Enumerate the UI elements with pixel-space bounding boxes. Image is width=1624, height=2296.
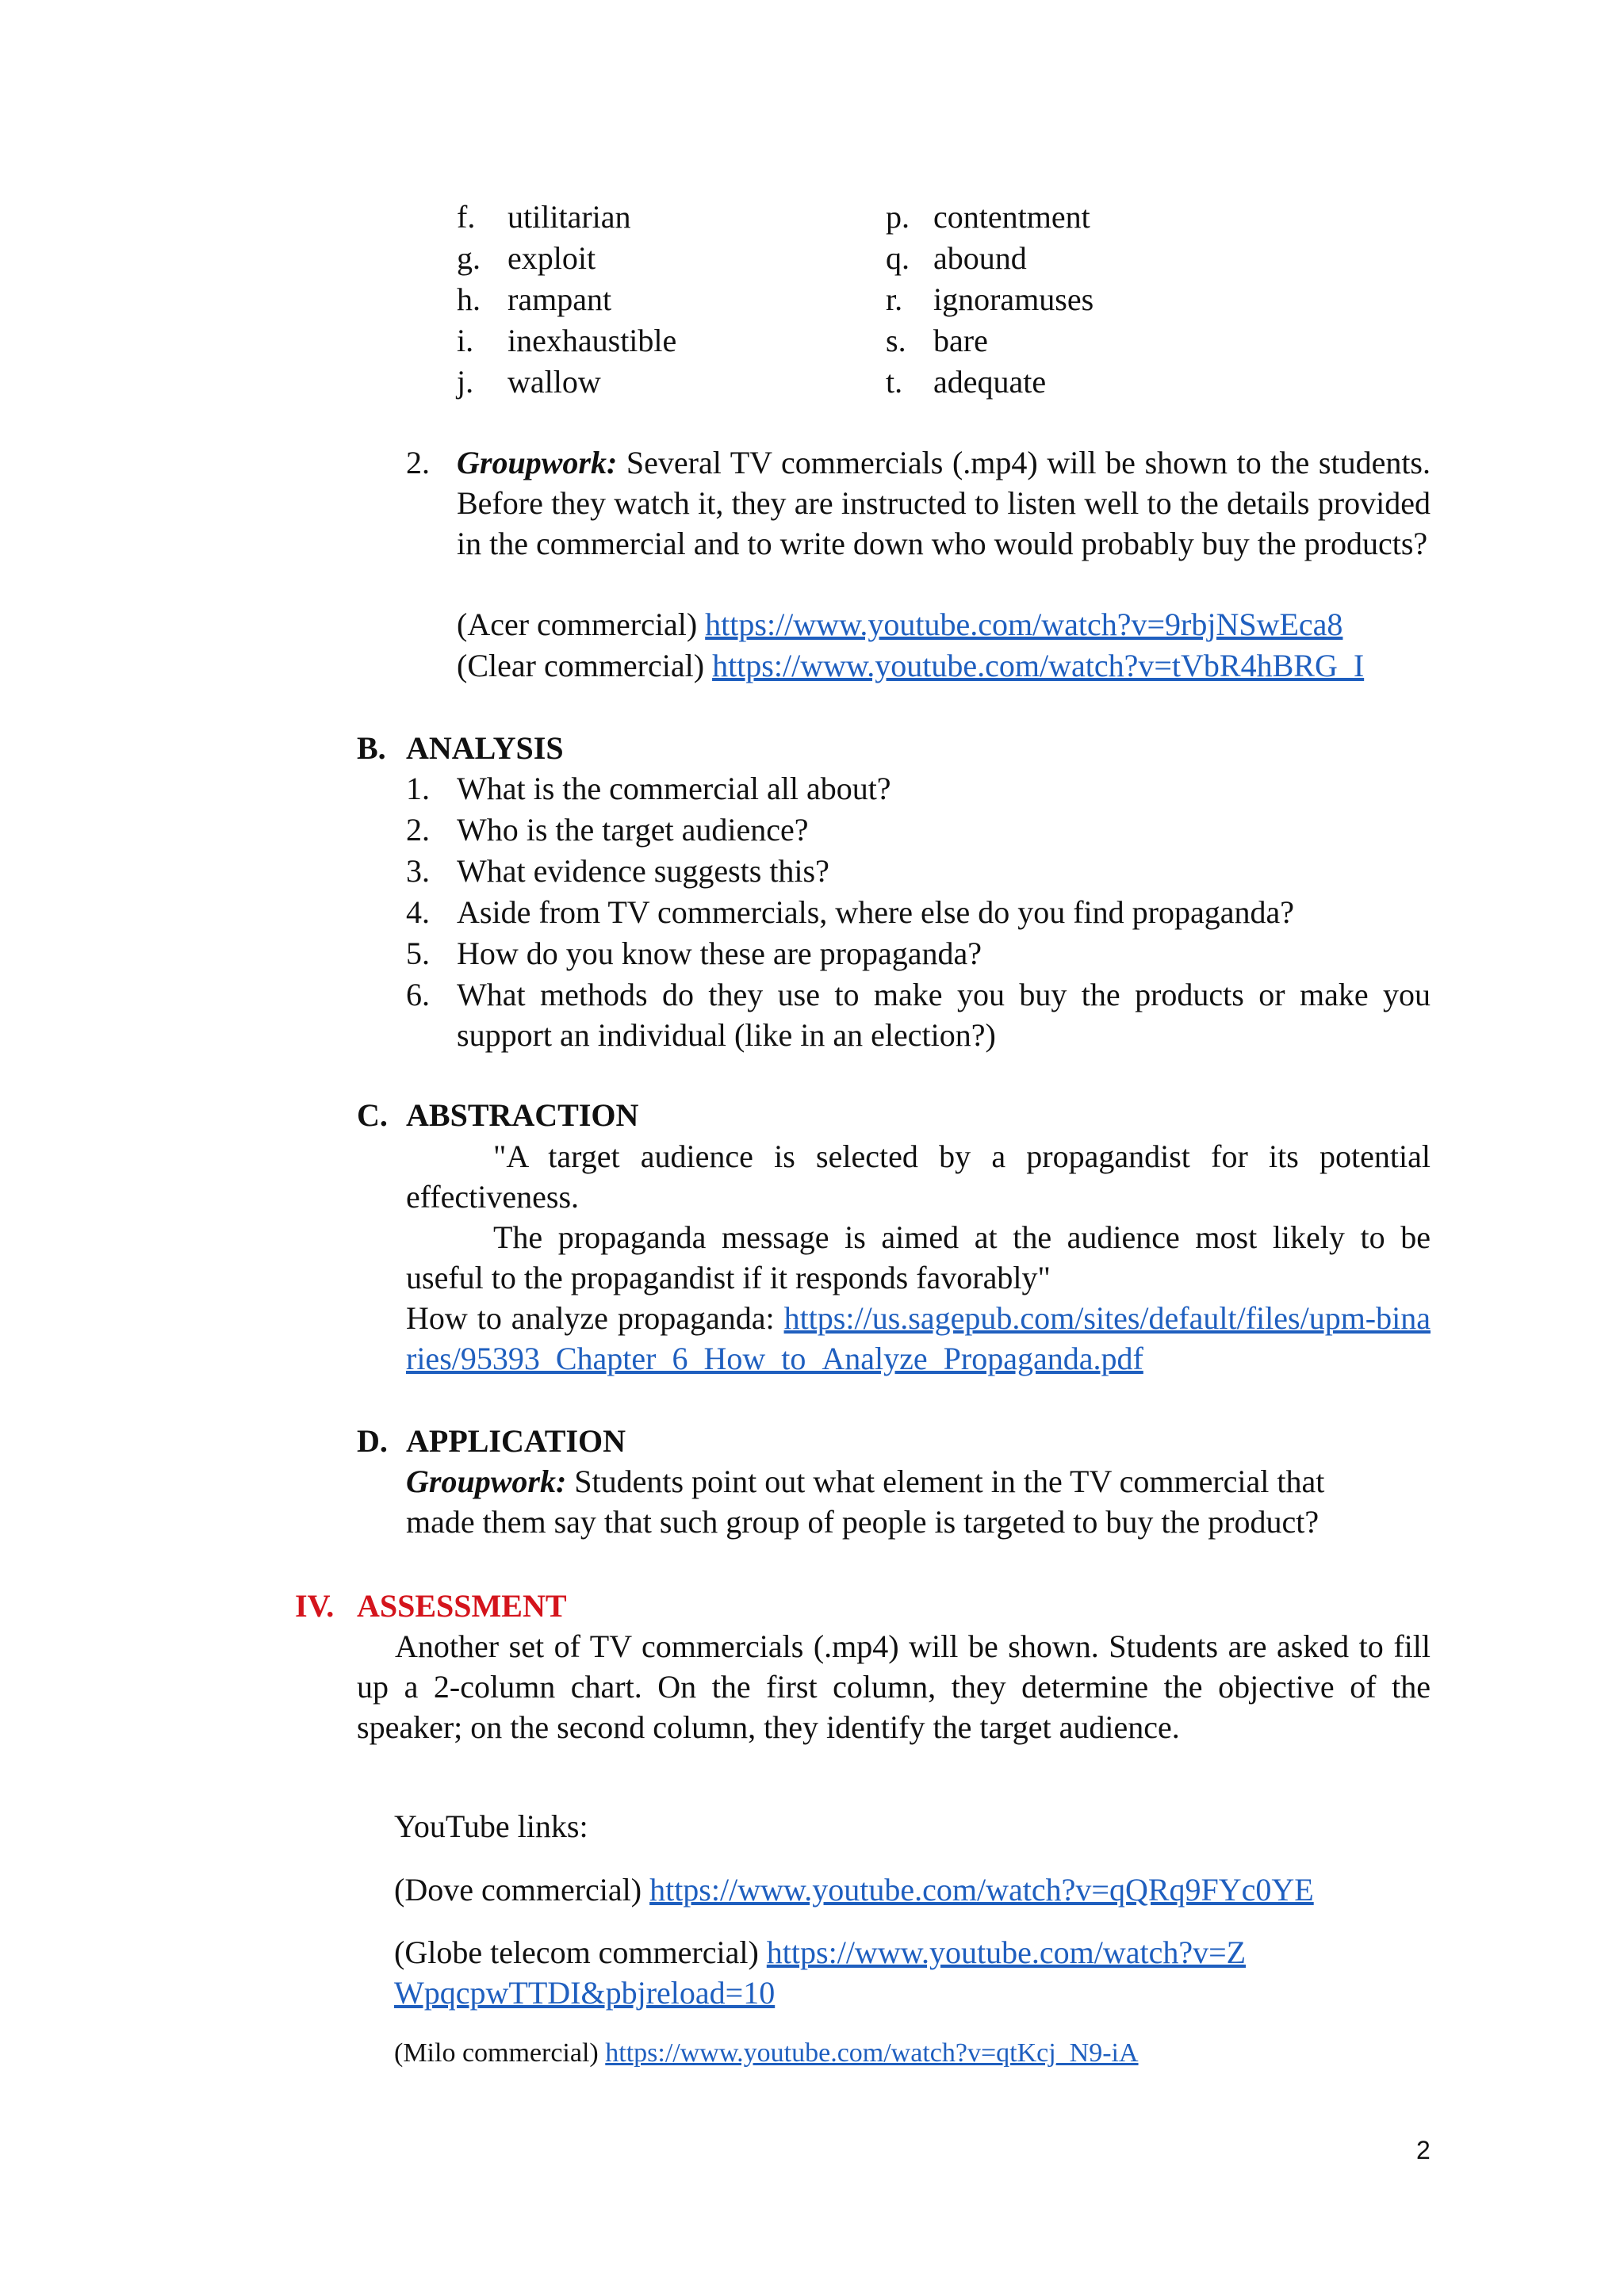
abstraction-body	[406, 1136, 1431, 1379]
list-item: r. ignoramuses	[886, 281, 1094, 317]
globe-commercial-link[interactable]: https://www.youtube.com/watch?v=ZWpqcpwTTDI&pbjreload=10	[394, 1934, 1247, 2011]
groupwork-links	[457, 604, 1364, 687]
assessment-heading: IV. ASSESSMENT	[295, 1588, 567, 1624]
assessment-text: Another set of TV commercials (.mp4) will be shown. Students are asked to fill up a 2-column chart. On the first column, they determine the objective of the speaker; on the second column, they identify the target audience.	[357, 1628, 1431, 1745]
application-body: Groupwork: Students point out what element in the TV commercial that made them say that such group of people is targeted to buy the product?	[406, 1464, 1325, 1540]
youtube-links-label: YouTube links:	[394, 1808, 588, 1844]
list-item: s. bare	[886, 323, 988, 358]
milo-commercial-link[interactable]: https://www.youtube.com/watch?v=qtKcj_N9-iA	[605, 2038, 1139, 2068]
list-item: 1. What is the commercial all about?	[406, 771, 891, 806]
list-item: 6. What methods do they use to make you buy the products or make you support an individual (like in an election?)	[406, 977, 1431, 1053]
link-line: (Clear commercial) https://www.youtube.com/watch?v=tVbR4hBRG_I	[457, 648, 1365, 683]
abstraction-heading: C. ABSTRACTION	[357, 1097, 639, 1133]
globe-link-line: (Globe telecom commercial) https://www.youtube.com/watch?v=ZWpqcpwTTDI&pbjreload=10	[394, 1934, 1247, 2011]
list-item: h. rampant	[457, 281, 612, 317]
abstraction-link-line: How to analyze propaganda: https://us.sagepub.com/sites/default/files/upm-binaries/95393_Chapter_6_How_to_Analyze_Propaganda.pdf	[406, 1300, 1431, 1376]
clear-commercial-link[interactable]: https://www.youtube.com/watch?v=tVbR4hBRG_I	[712, 648, 1365, 683]
list-item: t. adequate	[886, 364, 1047, 400]
list-item: q. abound	[886, 240, 1027, 276]
abstraction-quote-1: "A target audience is selected by a propagandist for its potential effectiveness.	[406, 1138, 1431, 1215]
vocab-list-left	[457, 197, 676, 403]
application-groupwork-label: Groupwork:	[406, 1464, 567, 1499]
propaganda-guide-link[interactable]: https://us.sagepub.com/sites/default/files/upm-binaries/95393_Chapter_6_How_to_Analyze_Propaganda.pdf	[406, 1300, 1431, 1376]
application-heading: D. APPLICATION	[357, 1423, 626, 1459]
analysis-list	[406, 768, 1431, 1055]
list-item: f. utilitarian	[457, 199, 631, 235]
list-item: 4. Aside from TV commercials, where else do you find propaganda?	[406, 894, 1294, 930]
list-item: p. contentment	[886, 199, 1090, 235]
page-number: 2	[1416, 2136, 1431, 2164]
list-item: 5. How do you know these are propaganda?	[406, 936, 982, 971]
groupwork-label: Groupwork:	[457, 445, 618, 480]
link-line: (Acer commercial) https://www.youtube.com/watch?v=9rbjNSwEca8	[457, 607, 1343, 642]
dove-link-line: (Dove commercial) https://www.youtube.com/watch?v=qQRq9FYc0YE	[394, 1872, 1314, 1908]
groupwork-text: Several TV commercials (.mp4) will be shown to the students. Before they watch it, they are instructed to listen well to the details provided in the commercial and to write down who would probably buy the products?	[457, 445, 1431, 561]
list-item: 3. What evidence suggests this?	[406, 853, 829, 889]
vocab-list-right	[886, 197, 1094, 403]
acer-commercial-link[interactable]: https://www.youtube.com/watch?v=9rbjNSwEca8	[705, 607, 1343, 642]
list-item: i. inexhaustible	[457, 323, 677, 358]
analysis-heading: B. ANALYSIS	[357, 730, 564, 766]
abstraction-quote-2: The propaganda message is aimed at the audience most likely to be useful to the propagandist if it responds favorably"	[406, 1219, 1431, 1295]
groupwork-number: 2.	[406, 445, 430, 480]
groupwork-paragraph	[457, 442, 1431, 564]
dove-commercial-link[interactable]: https://www.youtube.com/watch?v=qQRq9FYc0YE	[649, 1872, 1314, 1908]
list-item: j. wallow	[457, 364, 601, 400]
milo-link-line: (Milo commercial) https://www.youtube.com/watch?v=qtKcj_N9-iA	[394, 2038, 1139, 2068]
list-item: 2. Who is the target audience?	[406, 812, 809, 848]
list-item: g. exploit	[457, 240, 596, 276]
